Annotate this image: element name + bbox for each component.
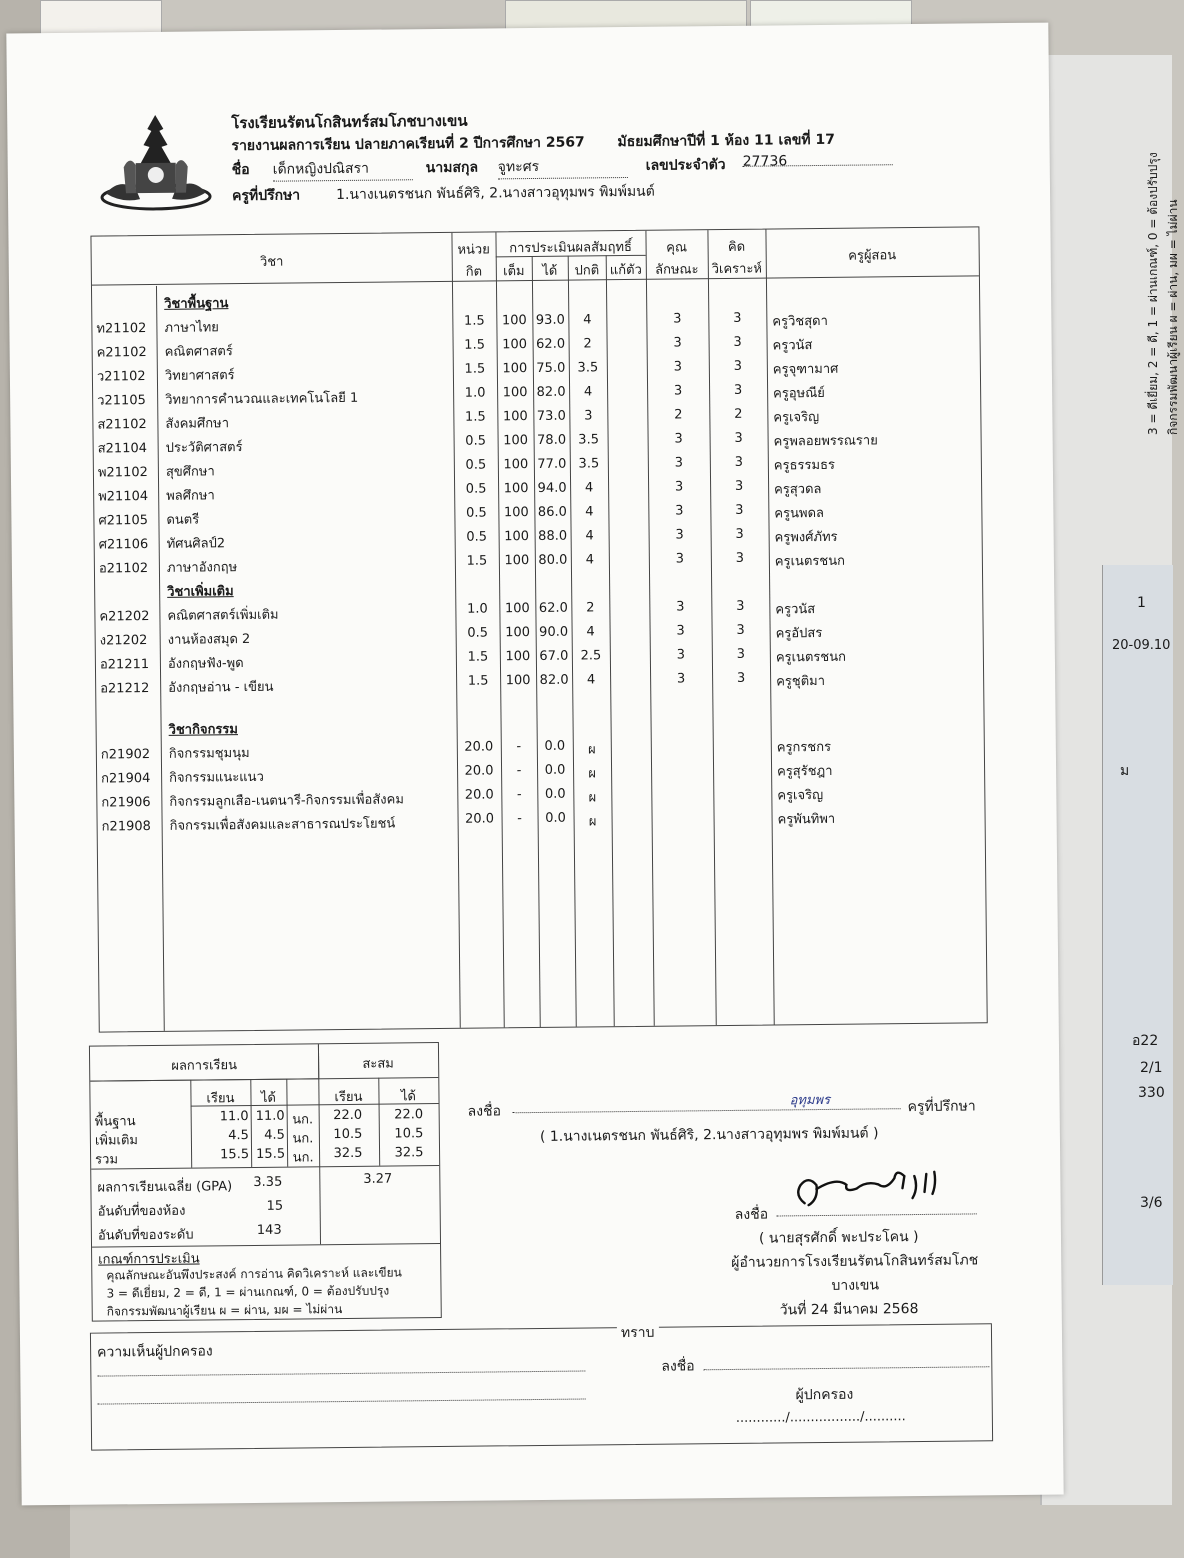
table-cell-char (651, 785, 713, 786)
table-cell-credit: 20.0 (464, 763, 494, 779)
table-cell-char (651, 761, 713, 762)
table-cell-code: ค21102 (96, 345, 147, 361)
advisor-names-line: ( 1.นางเนตรชนก พันธ์ศิริ, 2.นางสาวอุทุมพร พิมพ์มนต์ ) (539, 1125, 879, 1145)
table-cell-code: ส21102 (97, 417, 147, 433)
rank-room-label: อันดับที่ของห้อง (97, 1203, 186, 1220)
credit-header: หน่วย (457, 242, 490, 258)
teacher-header: ครูผู้สอน (848, 248, 897, 264)
advisor-role: ครูที่ปรึกษา (907, 1098, 976, 1116)
credit-header-2: กิต (465, 264, 483, 280)
summary-cell-got: 4.5 (264, 1127, 285, 1143)
summary-cell-unit: นก. (292, 1150, 314, 1166)
background-text: อ22 (1132, 1033, 1159, 1049)
table-cell-teacher: ครูวนัส (772, 338, 813, 354)
table-cell-full: - (517, 811, 522, 827)
table-cell-char: 3 (673, 335, 682, 351)
table-cell-grade: 4 (586, 672, 596, 688)
table-cell-grade: 2.5 (580, 648, 602, 664)
table-cell-name: คณิตศาสตร์เพิ่มเติม (167, 607, 279, 624)
grades-table (90, 226, 987, 1032)
table-cell-think: 3 (736, 646, 746, 662)
report-page (6, 23, 1063, 1506)
summary-cell-cum_study: 10.5 (333, 1126, 363, 1143)
table-cell-code: พ21102 (97, 465, 148, 481)
summary-cell-got: 15.5 (256, 1146, 286, 1162)
director-name: ( นายสุรศักดิ์ พะประโคน ) (758, 1229, 919, 1247)
table-cell-grade: 4 (585, 528, 594, 544)
gpa-label: ผลการเรียนเฉลี่ย (GPA) (97, 1179, 233, 1196)
table-cell-teacher: ครูพลอยพรรณราย (773, 433, 878, 450)
table-cell-code: ก21904 (101, 771, 151, 787)
table-cell-code: ง21202 (99, 633, 148, 649)
report-date: วันที่ 24 มีนาคม 2568 (779, 1301, 919, 1319)
table-cell-got: 0.0 (545, 810, 566, 826)
table-cell-got: 67.0 (539, 648, 569, 664)
parent-comment-box (90, 1323, 993, 1450)
table-cell-name: ดนตรี (166, 512, 200, 528)
table-cell-grade: 3.5 (578, 456, 600, 472)
director-title-2: บางเขน (831, 1277, 880, 1294)
class-level: มัธยมศึกษาปีที่ 1 ห้อง 11 เลขที่ 17 (617, 131, 836, 151)
table-cell-think: 3 (736, 598, 745, 614)
table-cell-full: 100 (503, 505, 529, 521)
table-cell-think (713, 785, 771, 786)
table-cell-full: 100 (505, 625, 531, 641)
rank-level-value: 143 (256, 1222, 282, 1238)
table-cell-name: กิจกรรมลูกเสือ-เนตนารี-กิจกรรมเพื่อสังคม (169, 792, 404, 810)
parent-sign-line (703, 1366, 989, 1370)
table-cell-credit: 0.5 (465, 505, 487, 521)
school-logo (99, 106, 212, 217)
table-cell-grade: 3.5 (577, 360, 599, 376)
director-signature-image (786, 1154, 957, 1216)
table-cell-teacher: ครูธรรมธร (773, 457, 836, 474)
table-cell-got: 77.0 (537, 456, 567, 472)
table-cell-grade: ผ (587, 742, 596, 758)
table-cell-char: 3 (675, 503, 684, 519)
director-title: ผู้อำนวยการโรงเรียนรัตนโกสินทร์สมโภช (731, 1252, 979, 1271)
table-cell-full: 100 (502, 409, 528, 425)
cum-study-col-header: เรียน (334, 1089, 363, 1106)
table-cell-name: พลศึกษา (166, 488, 215, 504)
table-cell-name: กิจกรรมเพื่อสังคมและสาธารณประโยชน์ (169, 816, 396, 834)
table-cell-char: 3 (676, 623, 685, 639)
table-cell-grade: 4 (585, 504, 594, 520)
table-cell-think: 3 (733, 358, 743, 374)
advisor-names: 1.นางเนตรชนก พันธ์ศิริ, 2.นางสาวอุทุมพร พิมพ์มนต์ (335, 183, 655, 204)
table-cell-char: 3 (675, 551, 685, 567)
summary-cell-cum_study: 22.0 (333, 1107, 363, 1124)
table-cell-code: อ21102 (98, 561, 149, 577)
table-cell-name: ประวัติศาสตร์ (165, 440, 243, 456)
table-cell-grade: 4 (583, 312, 592, 328)
table-cell-teacher: ครูนพดล (774, 505, 825, 522)
table-cell-full: - (516, 739, 522, 755)
table-cell-got: 94.0 (537, 480, 567, 496)
table-cell-got: 73.0 (536, 408, 566, 424)
rank-room-value: 15 (266, 1198, 284, 1214)
table-cell-full: 100 (502, 361, 528, 377)
table-cell-code: พ21104 (98, 489, 149, 505)
background-text: 20-09.10 (1112, 638, 1171, 653)
table-cell-char: 3 (674, 455, 684, 471)
table-cell-char: 3 (675, 527, 684, 543)
table-cell-name: สังคมศึกษา (165, 416, 230, 432)
table-cell-credit: 0.5 (466, 529, 488, 545)
table-cell-name: วิทยาศาสตร์ (164, 368, 235, 384)
table-cell-char: 3 (673, 383, 683, 399)
table-cell-got: 80.0 (538, 552, 568, 568)
table-cell-credit: 20.0 (465, 811, 495, 827)
table-cell-char: 3 (674, 479, 684, 495)
table-cell-got: 78.0 (537, 432, 567, 448)
table-cell-got: 88.0 (538, 528, 568, 544)
table-cell-teacher: ครูสุรัชฎา (777, 763, 833, 780)
table-cell-teacher: ครูเจริญ (773, 410, 820, 426)
table-cell-got: 0.0 (544, 786, 566, 802)
table-cell-name: ภาษาอังกฤษ (166, 560, 238, 576)
subject-header: วิชา (259, 254, 284, 270)
table-cell-grade: 4 (586, 624, 595, 640)
table-cell-full: 100 (502, 385, 528, 401)
table-cell-grade: 2 (586, 600, 595, 616)
table-cell-credit: 1.5 (467, 649, 489, 665)
summary-cell-cum_got: 22.0 (394, 1107, 424, 1123)
id-label: เลขประจำตัว (645, 156, 726, 174)
table-cell-code: ศ21106 (98, 537, 149, 553)
character-header: คุณ (666, 240, 688, 256)
summary-cell-cum_study: 32.5 (333, 1145, 363, 1162)
table-cell-code: ส21104 (97, 441, 148, 457)
parent-date-line: ............/................./.......... (735, 1409, 906, 1426)
table-cell-name: สุขศึกษา (165, 464, 215, 480)
criteria-line: คุณลักษณะอันพึงประสงค์ การอ่าน คิดวิเคราะห์ และเขียน (106, 1265, 402, 1283)
table-cell-teacher: ครูเจริญ (777, 787, 824, 804)
table-cell-grade: 4 (584, 480, 594, 496)
table-cell-got: 90.0 (539, 624, 569, 640)
table-cell-name: กิจกรรมแนะแนว (169, 769, 264, 786)
term-header: ผลการเรียน (171, 1058, 238, 1074)
table-cell-full: 100 (505, 649, 531, 665)
background-text: 3 = ดีเยี่ยม, 2 = ดี, 1 = ผ่านเกณฑ์, 0 = ต้องปรับปรุง (1146, 152, 1160, 435)
section-title: วิชาเพิ่มเติม (167, 584, 234, 600)
name-label: ชื่อ (231, 161, 250, 179)
school-name: โรงเรียนรัตนโกสินทร์สมโภชบางเขน (231, 111, 468, 133)
gpa-value: 3.35 (253, 1174, 283, 1190)
table-cell-grade: 3 (584, 408, 593, 424)
table-cell-think (713, 737, 771, 738)
advisor-sign-line (513, 1108, 901, 1113)
table-cell-full: 100 (503, 457, 529, 473)
id-dotted-line (743, 164, 893, 167)
table-cell-credit: 1.5 (464, 361, 486, 377)
table-cell-teacher: ครูชุติมา (776, 673, 826, 690)
summary-cell-label: เพิ่มเติม (94, 1133, 139, 1149)
table-cell-grade: 4 (583, 384, 593, 400)
table-cell-think (713, 761, 771, 762)
table-cell-name: อังกฤษฟัง-พูด (167, 656, 244, 672)
parent-role: ผู้ปกครอง (795, 1386, 854, 1404)
table-cell-credit: 1.5 (467, 673, 489, 689)
director-sign-label: ลงชื่อ (734, 1206, 769, 1223)
table-cell-code: อ21212 (100, 681, 150, 697)
comment-line (97, 1371, 585, 1377)
cum-got-col-header: ได้ (400, 1089, 417, 1105)
table-cell-teacher: ครูเนตรชนก (774, 553, 845, 570)
grid-line (606, 255, 615, 1026)
advisor-signature: อุทุมพร (789, 1092, 831, 1109)
table-cell-full: 100 (502, 337, 528, 353)
summary-cell-cum_got: 32.5 (394, 1145, 424, 1161)
section-title: วิชาพื้นฐาน (164, 296, 229, 312)
table-cell-got: 62.0 (538, 600, 568, 616)
table-cell-code: ก21906 (101, 795, 151, 811)
table-cell-code: ศ21105 (98, 513, 149, 529)
table-cell-got: 0.0 (544, 762, 566, 778)
table-cell-got: 86.0 (537, 504, 567, 520)
normal-header: ปกติ (574, 263, 600, 279)
table-cell-credit: 0.5 (465, 433, 487, 449)
table-cell-teacher: ครูกรชกร (776, 739, 832, 756)
thinking-header: คิด (727, 239, 746, 255)
summary-cell-study: 11.0 (219, 1109, 249, 1125)
table-cell-char: 3 (676, 671, 686, 687)
full-header: เต็ม (503, 264, 525, 280)
got-col-header: ได้ (260, 1090, 277, 1106)
background-text: กิจกรรมพัฒนาผู้เรียน ผ = ผ่าน, มผ = ไม่ผ่าน (1166, 199, 1180, 435)
table-cell-char (651, 809, 713, 810)
table-cell-code: ว21102 (96, 369, 146, 385)
table-cell-name: วิทยาการคำนวณและเทคโนโลยี 1 (165, 390, 359, 408)
background-text: 2/1 (1140, 1060, 1163, 1076)
table-cell-think: 3 (734, 478, 744, 494)
background-text: 330 (1138, 1085, 1165, 1101)
acknowledge-label: ทราบ (617, 1322, 659, 1344)
table-cell-think: 3 (736, 670, 746, 686)
table-cell-code: ก21902 (100, 747, 151, 763)
table-cell-char: 3 (676, 599, 685, 615)
report-title: รายงานผลการเรียน ปลายภาคเรียนที่ 2 ปีการศึกษา 2567 (231, 134, 585, 155)
rank-level-label: อันดับที่ของระดับ (97, 1227, 194, 1244)
table-cell-name: ภาษาไทย (164, 320, 219, 336)
table-cell-name: งานห้องสมุด 2 (167, 631, 251, 648)
background-text: 3/6 (1140, 1195, 1163, 1211)
table-cell-think: 3 (733, 310, 742, 326)
table-cell-char: 3 (676, 647, 686, 663)
table-cell-credit: 0.5 (465, 457, 487, 473)
table-cell-credit: 1.0 (464, 385, 486, 401)
table-cell-char: 3 (673, 311, 682, 327)
criteria-line: กิจกรรมพัฒนาผู้เรียน ผ = ผ่าน, มผ = ไม่ผ่าน (106, 1302, 343, 1319)
table-cell-think: 3 (735, 502, 744, 518)
table-cell-got: 62.0 (536, 336, 566, 352)
table-cell-credit: 1.0 (466, 601, 488, 617)
table-cell-got: 82.0 (539, 672, 569, 688)
table-cell-teacher: ครูอัปสร (775, 625, 823, 642)
table-cell-code: ว21105 (97, 393, 146, 409)
table-cell-name: ทัศนศิลป์2 (166, 536, 226, 552)
table-cell-name: กิจกรรมชุมนุม (168, 745, 250, 762)
summary-cell-got: 11.0 (255, 1108, 285, 1124)
cumulative-header: สะสม (362, 1056, 394, 1072)
table-cell-name: คณิตศาสตร์ (164, 344, 233, 360)
table-cell-credit: 1.5 (464, 337, 486, 353)
background-text: ม (1120, 763, 1130, 779)
table-cell-grade: ผ (588, 790, 597, 806)
summary-cell-study: 15.5 (220, 1147, 250, 1163)
table-cell-code: ค21202 (99, 609, 150, 625)
table-cell-name: อังกฤษอ่าน - เขียน (168, 679, 274, 696)
table-cell-full: 100 (504, 601, 530, 617)
table-cell-char: 3 (673, 359, 683, 375)
table-cell-grade: ผ (588, 766, 596, 782)
table-cell-teacher: ครูพงศ์ภัทร (774, 529, 838, 546)
table-cell-teacher: ครูวนัส (775, 602, 816, 618)
character-header-2: ลักษณะ (655, 262, 699, 278)
summary-cell-label: พื้นฐาน (94, 1114, 136, 1130)
section-title: วิชากิจกรรม (168, 722, 239, 738)
table-cell-teacher: ครูวิชสุดา (772, 313, 828, 330)
surname-label: นามสกุล (425, 159, 479, 177)
table-cell-got: 0.0 (544, 738, 566, 754)
table-cell-think: 3 (733, 382, 743, 398)
achievement-header: การประเมินผลสัมฤทธิ์ (509, 239, 633, 257)
table-cell-code: ก21908 (101, 819, 151, 835)
parent-sign-label: ลงชื่อ (661, 1358, 695, 1375)
table-cell-char: 2 (674, 407, 683, 423)
table-cell-credit: 1.5 (463, 313, 485, 329)
student-name: เด็กหญิงปณิสรา (273, 157, 413, 181)
table-cell-code: ท21102 (96, 321, 147, 337)
student-id: 27736 (742, 153, 788, 170)
table-cell-code: อ21211 (99, 657, 150, 673)
table-cell-think: 3 (734, 454, 744, 470)
table-cell-credit: 1.5 (464, 409, 486, 425)
table-cell-grade: ผ (588, 814, 597, 830)
table-cell-full: 100 (504, 529, 530, 545)
table-cell-char (651, 737, 713, 738)
advisor-sign-label: ลงชื่อ (467, 1103, 502, 1120)
table-cell-think (713, 809, 771, 810)
background-text: 1 (1137, 595, 1146, 611)
criteria-line: 3 = ดีเยี่ยม, 2 = ดี, 1 = ผ่านเกณฑ์, 0 = ต้องปรับปรุง (106, 1283, 390, 1301)
table-cell-think: 3 (734, 430, 743, 446)
table-cell-full: 100 (504, 553, 530, 569)
table-cell-teacher: ครูสุวดล (774, 481, 822, 498)
table-cell-think: 3 (733, 334, 742, 350)
table-cell-grade: 3.5 (578, 432, 600, 448)
got-header: ได้ (542, 263, 558, 279)
advisor-label: ครูที่ปรึกษา (231, 187, 301, 205)
table-cell-credit: 0.5 (465, 481, 487, 497)
table-cell-teacher: ครูเนตรชนก (775, 649, 846, 666)
summary-cell-unit: นก. (292, 1131, 314, 1147)
table-cell-full: 100 (503, 481, 529, 497)
table-cell-full: - (516, 787, 522, 803)
summary-cell-unit: นก. (292, 1112, 314, 1128)
table-cell-full: - (516, 763, 522, 779)
table-cell-grade: 2 (583, 336, 592, 352)
thinking-header-2: วิเคราะห์ (711, 261, 763, 278)
criteria-title: เกณฑ์การประเมิน (98, 1251, 200, 1268)
summary-cell-study: 4.5 (228, 1128, 249, 1144)
table-cell-teacher: ครูอุษณีย์ (773, 385, 825, 402)
table-cell-char: 3 (674, 431, 683, 447)
table-cell-credit: 20.0 (464, 787, 494, 803)
table-cell-credit: 0.5 (467, 625, 489, 641)
table-cell-teacher: ครูจุฑามาศ (772, 361, 839, 378)
table-cell-got: 82.0 (536, 384, 566, 400)
parent-comment-label: ความเห็นผู้ปกครอง (97, 1343, 213, 1361)
table-cell-got: 93.0 (535, 312, 565, 328)
table-cell-credit: 1.5 (466, 553, 488, 569)
table-cell-full: 100 (501, 313, 527, 329)
table-cell-think: 3 (735, 526, 744, 542)
table-cell-think: 3 (736, 622, 745, 638)
table-cell-credit: 20.0 (464, 739, 494, 755)
table-cell-full: 100 (505, 673, 531, 689)
table-cell-grade: 4 (585, 552, 595, 568)
summary-cell-cum_got: 10.5 (394, 1126, 424, 1142)
table-cell-think: 3 (735, 550, 745, 566)
gpa-cumulative: 3.27 (363, 1171, 393, 1187)
summary-box (89, 1042, 442, 1322)
corrected-header: แก้ตัว (609, 262, 642, 279)
table-cell-teacher: ครูพันทิพา (777, 811, 836, 828)
table-cell-full: 100 (503, 433, 529, 449)
student-surname: จูทะศร (498, 155, 628, 179)
table-cell-think: 2 (734, 406, 743, 422)
summary-cell-label: รวม (95, 1152, 119, 1168)
comment-line (98, 1399, 586, 1405)
study-col-header: เรียน (206, 1091, 235, 1107)
table-cell-got: 75.0 (536, 360, 566, 376)
